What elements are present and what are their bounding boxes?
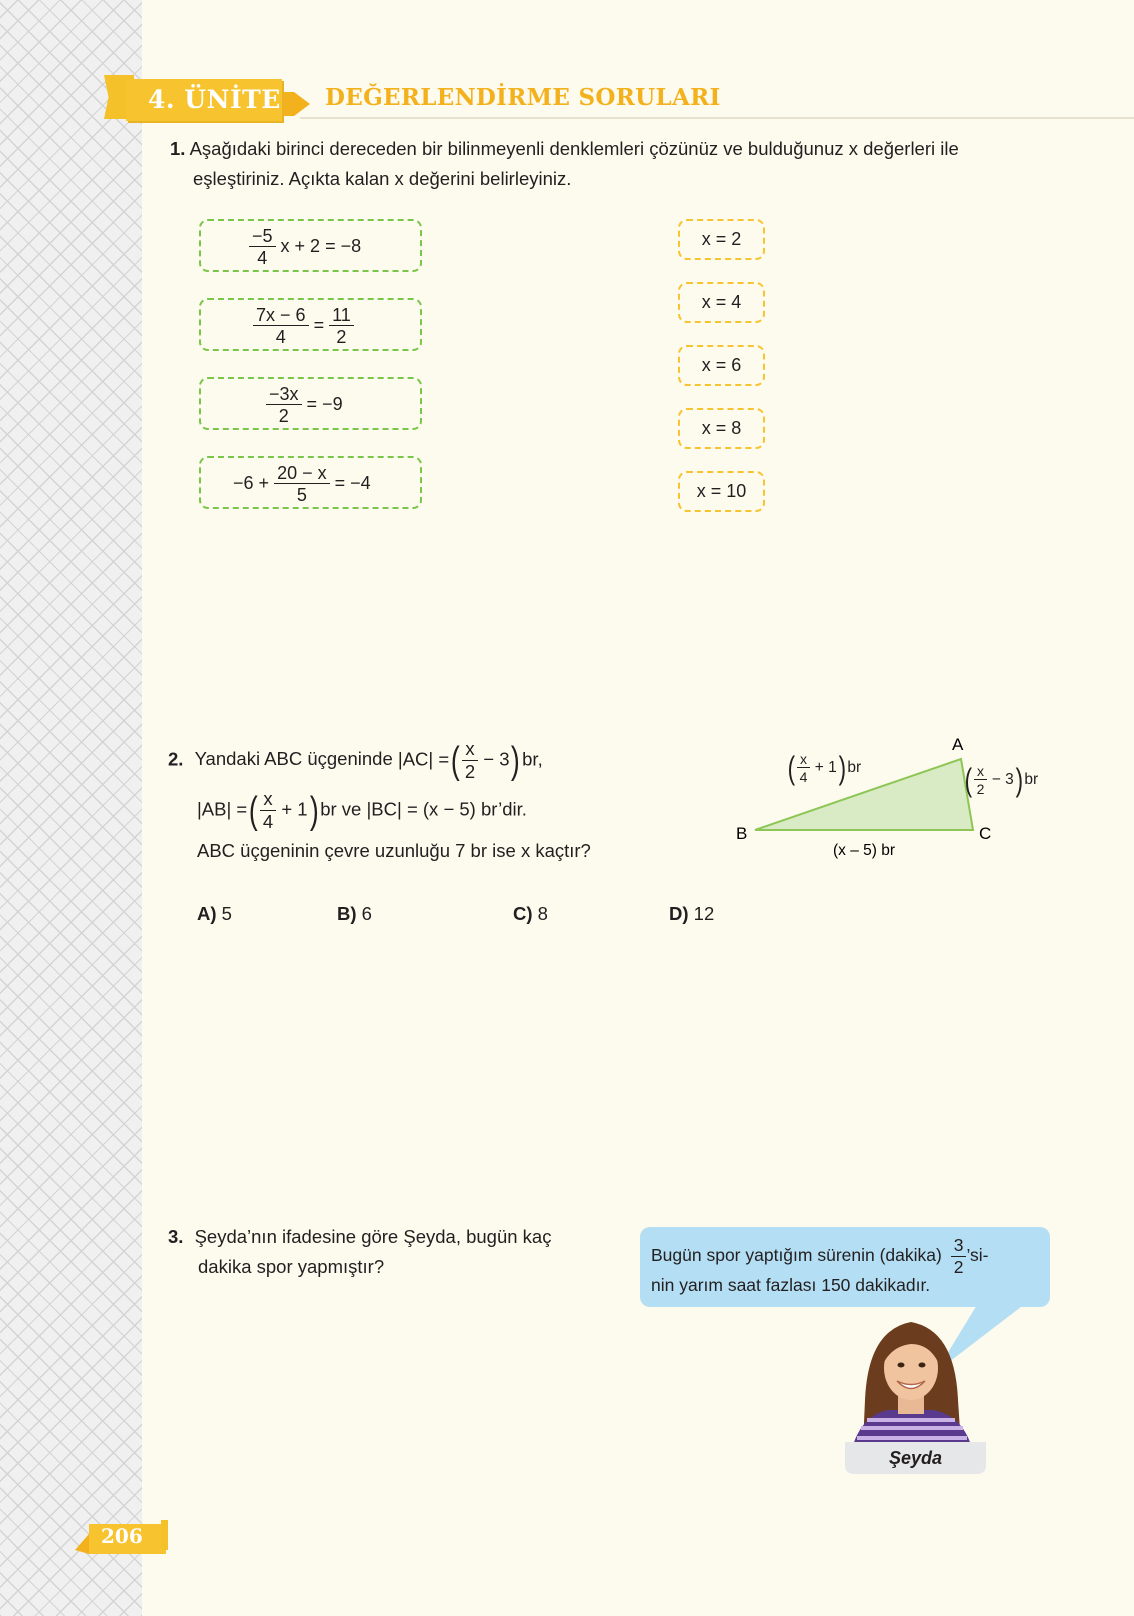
answer-box-1[interactable]: x = 2 [678, 219, 765, 260]
equation-box-3[interactable]: $\frac{-3x}{2}$ = −9 [199, 377, 422, 430]
page-number: 206 [101, 1524, 143, 1548]
choice-d[interactable]: D) 12 [669, 903, 715, 924]
unit-tab [104, 75, 281, 121]
speech-bubble [640, 1227, 1050, 1307]
page-number-tab [75, 1520, 168, 1555]
equation-box-1[interactable]: $\frac{-5}{4}$ x + 2 = −8 [199, 219, 422, 272]
question-2-line2: |AB| =( $\frac{x}{4}$ + 1) br ve |BC| = (x − 5) br’dir. [197, 788, 527, 832]
choice-c[interactable]: C) 8 [513, 903, 548, 924]
girl-avatar [843, 1310, 978, 1445]
question-1-text: 1. Aşağıdaki birinci dereceden bir bilinmeyenli denklemleri çözünüz ve bulduğunuz x değerleri ile eşleştiriniz. Açıkta kalan x değerini belirleyiniz. [170, 138, 959, 189]
answer-box-2[interactable]: x = 4 [678, 282, 765, 323]
question-2-line3: ABC üçgeninin çevre uzunluğu 7 br ise x kaçtır? [197, 840, 591, 861]
choice-a[interactable]: A) 5 [197, 903, 232, 924]
answer-box-3[interactable]: x = 6 [678, 345, 765, 386]
speech-bubble-line1: Bugün spor yaptığım sürenin (dakika) $\frac{3}{2}$ ’si- [651, 1235, 989, 1277]
vertex-a: A [952, 735, 964, 754]
answer-box-4[interactable]: x = 8 [678, 408, 765, 449]
header-arrow-icon [284, 92, 312, 118]
vertex-b: B [736, 824, 748, 843]
page-title: DEĞERLENDİRME SORULARI [325, 84, 721, 111]
side-ac-label: ( $\frac{x}{2}$ − 3) br [964, 762, 1039, 798]
header-divider [300, 117, 1134, 119]
speech-bubble-line2: nin yarım saat fazlası 150 dakikadır. [651, 1275, 931, 1295]
answer-box-5[interactable]: x = 10 [678, 471, 765, 512]
side-bc-label: (x – 5) br [833, 842, 896, 859]
choice-b[interactable]: B) 6 [337, 903, 372, 924]
speaker-name: Şeyda [845, 1442, 986, 1474]
unit-label: 4. ÜNİTE [148, 85, 281, 114]
equation-box-2[interactable]: $\frac{7x - 6}{4}$ = $\frac{11}{2}$ [199, 298, 422, 351]
question-3-text: 3. Şeyda’nın ifadesine göre Şeyda, bugün kaç dakika spor yapmıştır? [168, 1226, 552, 1277]
triangle-figure [720, 725, 1080, 875]
side-ab-label: ( $\frac{x}{4}$ + 1) br [787, 750, 862, 786]
equation-box-4[interactable]: −6 + $\frac{20 - x}{5}$ = −4 [199, 456, 422, 509]
patterned-margin [0, 0, 142, 1616]
question-2-line1: 2. Yandaki ABC üçgeninde |AC| =( $\frac{x}{2}$ − 3) br, [168, 738, 543, 782]
vertex-c: C [979, 824, 992, 843]
